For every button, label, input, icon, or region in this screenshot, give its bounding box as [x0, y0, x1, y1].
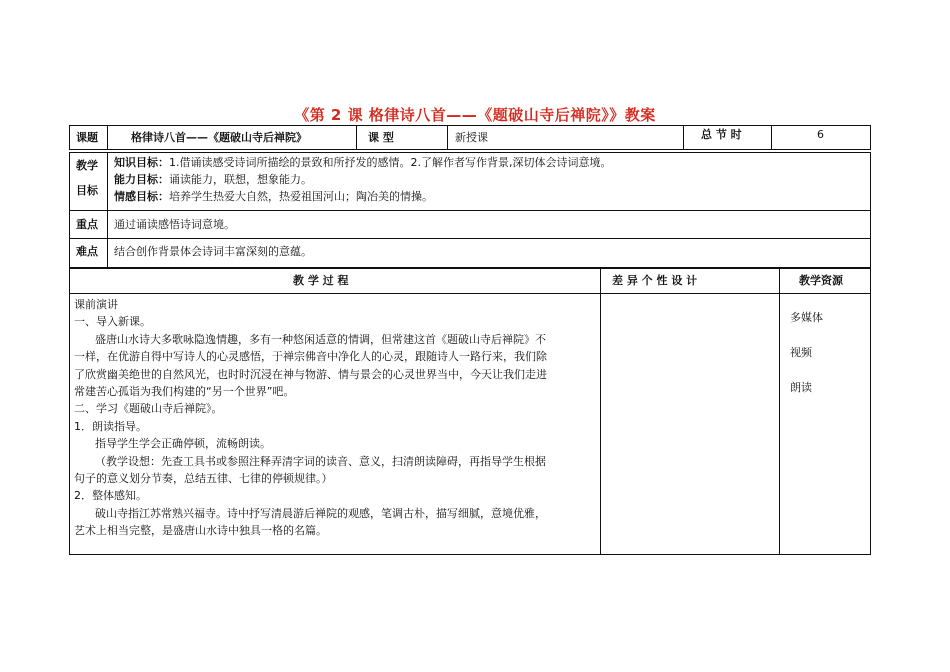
process-line: 艺术上相当完整，是盛唐山水诗中独具一格的名篇。	[74, 524, 327, 538]
resource-item-reading: 朗读	[790, 381, 812, 394]
topic-label: 课题	[76, 131, 98, 144]
ability-objective	[114, 173, 312, 187]
page-title: 《第 2 课 格律诗八首——《题破山寺后禅院》》教案	[294, 106, 656, 124]
process-line: 句子的意义划分节奏，总结五律、七律的停顿规律。）	[74, 472, 333, 485]
process-line: 常建苦心孤诣为我们构建的“另一个世界”吧。	[74, 385, 295, 398]
process-line: 一、导入新课。	[74, 315, 151, 329]
process-line: 指导学生学会正确停顿，流畅朗读。	[74, 437, 271, 451]
process-line: 破山寺指江苏常熟兴福寺。诗中抒写清晨游后禅院的观感，笔调古朴，描写细腻，意境优雅，	[74, 506, 546, 520]
resource-item-multimedia: 多媒体	[790, 311, 823, 324]
hours-value: 6	[817, 128, 824, 141]
process-line: 2．整体感知。	[74, 489, 147, 503]
objectives-label-2: 目标	[76, 184, 98, 197]
process-column-header: 教 学 过 程	[293, 274, 349, 287]
difficulty-text: 结合创作背景体会诗词丰富深刻的意蕴。	[114, 245, 312, 258]
process-line: （教学设想：先查工具书或参照注释弄清字词的读音、意义，扫清朗读障碍，再指导学生根据	[74, 454, 546, 468]
emotion-text: 培养学生热爱大自然，热爱祖国河山；陶冶美的情操。	[169, 190, 433, 203]
ability-label: 能力目标：	[114, 173, 169, 186]
design-column-header: 差 异 个 性 设 计	[612, 274, 698, 287]
process-line: 一样，在优游自得中写诗人的心灵感悟，于禅宗佛音中净化人的心灵，跟随诗人一路行来，我们除	[74, 350, 547, 364]
type-label: 课 型	[368, 131, 394, 144]
topic-value: 格律诗八首——《题破山寺后禅院》	[131, 131, 307, 144]
process-line: 了欣赏幽美绝世的自然风光，也时时沉浸在神与物游、情与景会的心灵世界当中，今天让我们走进	[74, 367, 547, 381]
type-value: 新授课	[455, 131, 488, 144]
knowledge-objective	[114, 156, 611, 170]
knowledge-label: 知识目标：	[114, 156, 169, 169]
emotion-objective	[114, 190, 433, 204]
key-point-text: 通过诵读感悟诗词意境。	[114, 218, 235, 231]
process-line: 二、学习《题破山寺后禅院》。	[74, 402, 223, 416]
emotion-label: 情感目标：	[114, 190, 169, 203]
resources-column-header: 教学资源	[799, 274, 843, 287]
process-line: 盛唐山水诗大多歌咏隐逸情趣，多有一种悠闲适意的情调，但常建这首《题破山寺后禅院》不	[74, 332, 546, 346]
process-line: 课前演讲	[74, 298, 118, 311]
ability-text: 诵读能力，联想，想象能力。	[169, 173, 312, 186]
objectives-label-1: 教学	[76, 159, 98, 172]
key-point-label: 重点	[76, 218, 98, 231]
process-line: 1．朗读指导。	[74, 419, 147, 433]
knowledge-text: 1.借诵读感受诗词所描绘的景致和所抒发的感情。2.了解作者写作背景,深切体会诗词意境。	[169, 156, 612, 169]
difficulty-label: 难点	[76, 245, 98, 258]
hours-label: 总 节 时	[701, 128, 742, 141]
resource-item-video: 视频	[790, 346, 812, 359]
